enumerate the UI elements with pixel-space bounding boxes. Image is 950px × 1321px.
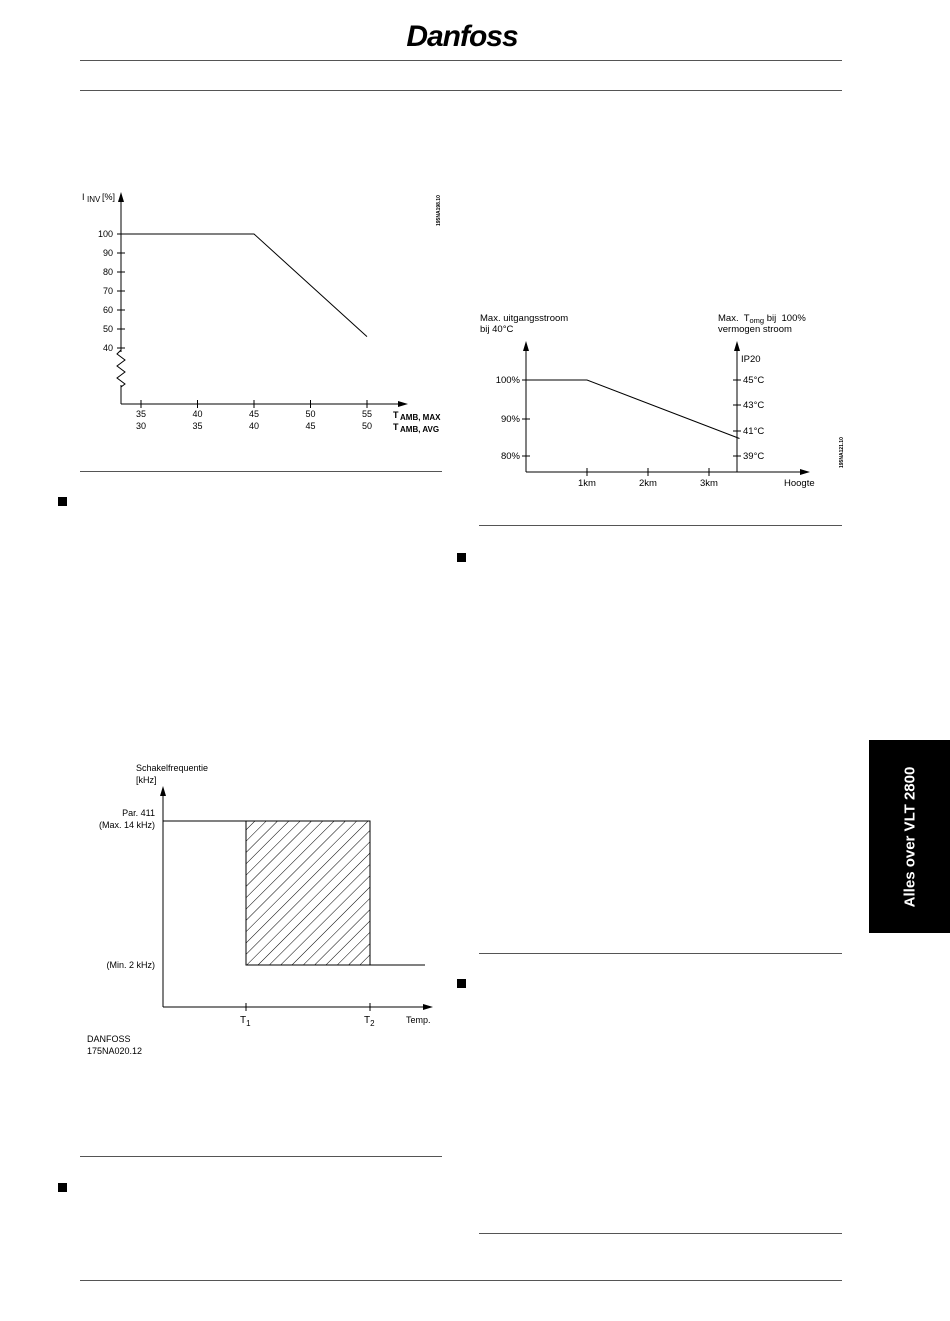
left-tick-label: 100% — [495, 375, 520, 386]
x-tick-label-t1: $T_1$ — [240, 1015, 251, 1028]
y-axis-arrow — [118, 192, 124, 202]
section-rule — [479, 525, 842, 526]
section-rule — [479, 953, 842, 954]
y-tick-label: 80 — [102, 267, 113, 277]
y-tick-label: 70 — [102, 286, 113, 296]
x-tick-label: 1km — [578, 478, 596, 489]
right-axis-arrow — [734, 341, 740, 351]
x-axis-label-avg-sub: AMB, AVG — [400, 425, 440, 434]
y-tick-label: 60 — [102, 305, 113, 315]
section-bullet — [58, 1183, 67, 1192]
section-rule — [479, 1233, 842, 1234]
x-tick-label: 3km — [700, 478, 718, 489]
right-axis-title-line1: Max. $T_{omg}$ bij 100% — [718, 313, 806, 325]
x-tick-label-avg: 30 — [135, 421, 147, 431]
x-tick-label: 2km — [639, 478, 657, 489]
chart-output-current-vs-altitude — [470, 308, 848, 493]
chart-switching-frequency-vs-temperature — [80, 758, 450, 1063]
left-axis-title-line1: Max. uitgangsstroom — [480, 313, 569, 324]
y-tick-label: 90 — [102, 248, 113, 258]
section-bullet — [457, 553, 466, 562]
x-tick-label-avg: 45 — [305, 421, 316, 431]
right-tick-label: 45°C — [743, 375, 765, 386]
x-axis-label-max-main: T — [393, 410, 399, 420]
y-axis-label-unit: [%] — [102, 192, 116, 202]
figure-code: 195NA198.10 — [436, 195, 442, 226]
right-tick-label: 43°C — [743, 400, 765, 411]
section-bullet — [457, 979, 466, 988]
x-tick-label-avg: 35 — [192, 421, 203, 431]
x-axis-arrow — [800, 469, 810, 475]
y-tick-label: 100 — [97, 229, 113, 239]
x-tick-label-max: 40 — [192, 409, 203, 419]
y-axis-label-sub: INV — [87, 195, 101, 204]
figure-code: 195NA121.10 — [839, 437, 845, 468]
y-tick-label: 40 — [102, 343, 113, 353]
x-axis-label: Hoogte — [784, 478, 815, 489]
derating-area — [246, 821, 370, 965]
axis-break — [117, 350, 125, 387]
y-axis-label-line1: Schakelfrequentie — [136, 763, 209, 773]
y-high-label-line2: (Max. 14 kHz) — [98, 820, 155, 830]
left-axis-title-line2: bij 40°C — [480, 324, 514, 335]
left-axis-arrow — [523, 341, 529, 351]
chart-inv-current-vs-temperature — [80, 180, 450, 440]
y-tick-label: 50 — [102, 324, 113, 334]
header-rule-top — [80, 60, 842, 61]
x-tick-label-max: 55 — [361, 409, 373, 419]
x-axis-arrow — [423, 1004, 433, 1010]
y-axis-label-main: I — [82, 192, 85, 202]
y-low-label: (Min. 2 kHz) — [106, 960, 155, 970]
left-tick-label: 80% — [500, 451, 520, 462]
logo-text: Danfoss — [406, 20, 518, 53]
x-axis-label: Temp. — [406, 1015, 431, 1025]
x-tick-label-avg: 50 — [361, 421, 373, 431]
x-tick-label-max: 35 — [135, 409, 147, 419]
section-rule — [80, 471, 442, 472]
x-tick-label-max: 45 — [248, 409, 260, 419]
section-bullet — [58, 497, 67, 506]
right-tick-label: 41°C — [743, 426, 765, 437]
header-rule-bottom — [80, 90, 842, 91]
series-line — [141, 234, 367, 337]
section-rule — [80, 1156, 442, 1157]
left-tick-label: 90% — [500, 414, 520, 425]
right-tick-label: 39°C — [743, 451, 765, 462]
x-axis-label-avg-main: T — [393, 422, 399, 432]
y-axis-label-line2: [kHz] — [136, 775, 157, 785]
x-tick-label-max: 50 — [305, 409, 316, 419]
y-axis-arrow — [160, 786, 166, 796]
x-tick-label-avg: 40 — [248, 421, 260, 431]
y-high-label-line1: Par. 411 — [122, 808, 155, 818]
danfoss-logo — [402, 13, 522, 57]
footer-line1: DANFOSS — [87, 1034, 131, 1044]
x-axis-arrow — [398, 401, 408, 407]
right-axis-title-line2: vermogen stroom — [718, 324, 792, 335]
side-tab-label: Alles over VLT 2800 — [901, 766, 918, 907]
footer-rule — [80, 1280, 842, 1281]
right-axis-header: IP20 — [741, 354, 761, 365]
footer-line2: 175NA020.12 — [87, 1046, 143, 1056]
series-line — [526, 380, 740, 439]
side-tab — [869, 740, 950, 933]
x-tick-label-t2: $T_2$ — [364, 1015, 375, 1028]
x-axis-label-max-sub: AMB, MAX — [400, 413, 441, 422]
